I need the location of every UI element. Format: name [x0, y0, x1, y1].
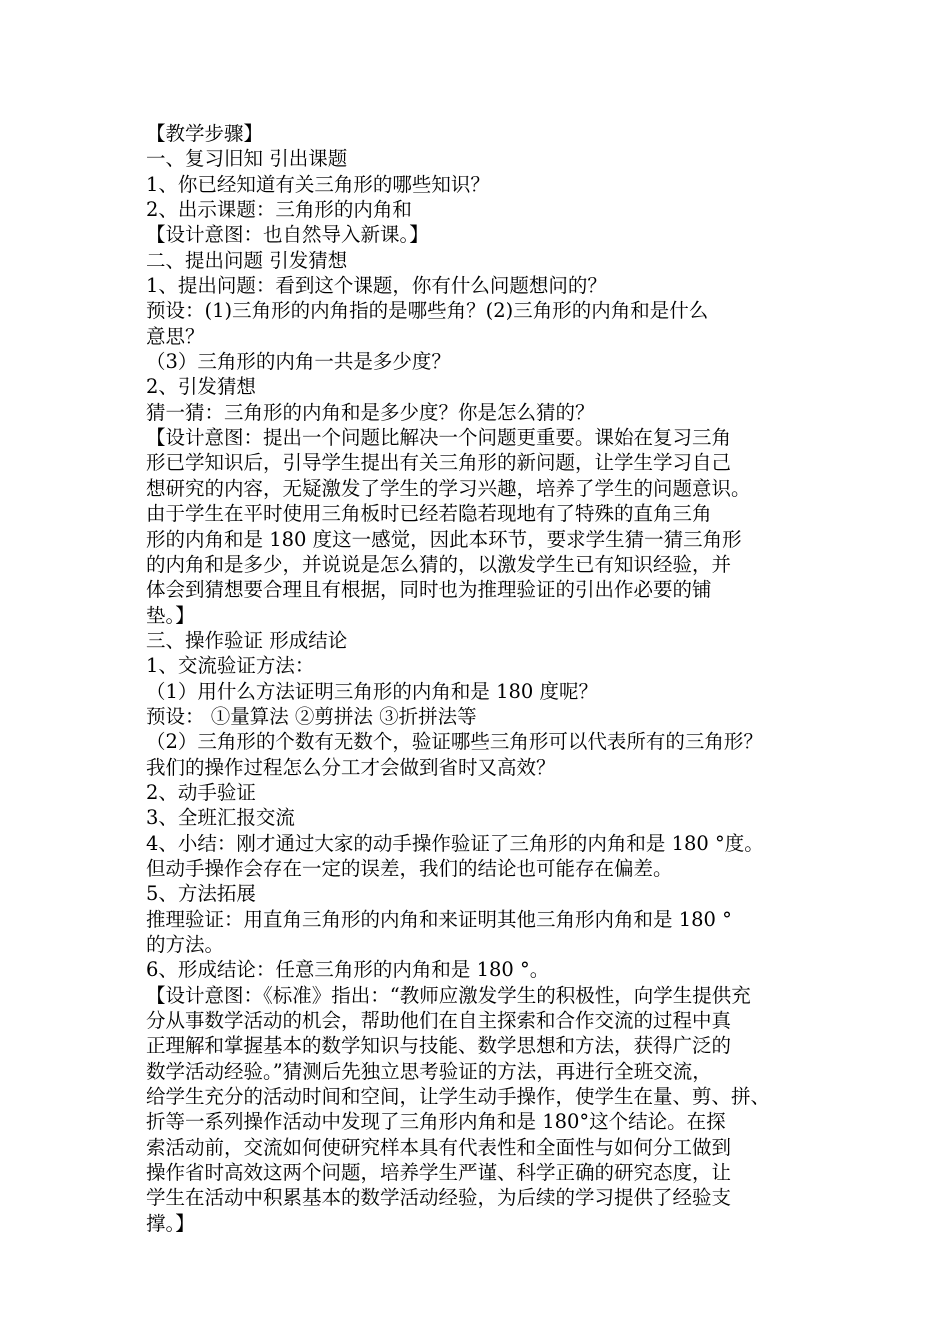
text-line: 推理验证：用直角三角形的内角和来证明其他三角形内角和是 180 °	[146, 907, 732, 931]
design-intent-note: 【设计意图：提出一个问题比解决一个问题更重要。课始在复习三角	[146, 426, 732, 450]
text-line: 1、交流验证方法：	[146, 654, 315, 678]
text-line: 折等一系列操作活动中发现了三角形内角和是 180°这个结论。在探	[146, 1110, 726, 1134]
text-line: （2）三角形的个数有无数个，验证哪些三角形可以代表所有的三角形？	[146, 730, 763, 754]
text-line: 想研究的内容，无疑激发了学生的学习兴趣，培养了学生的问题意识。	[146, 476, 751, 500]
text-line: 分从事数学活动的机会，帮助他们在自主探索和合作交流的过程中真	[146, 1009, 732, 1033]
document-body	[146, 121, 822, 1236]
design-intent-note: 【设计意图：《标准》指出：“教师应激发学生的积极性，向学生提供充	[146, 983, 751, 1007]
text-line: 撑。】	[146, 1211, 195, 1235]
text-line: 体会到猜想要合理且有根据，同时也为推理验证的引出作必要的铺	[146, 578, 712, 602]
text-line: 学生在活动中积累基本的数学活动经验，为后续的学习提供了经验支	[146, 1186, 732, 1210]
text-line: 2、引发猜想	[146, 375, 256, 399]
text-line: （1）用什么方法证明三角形的内角和是 180 度呢？	[146, 679, 599, 703]
text-line: 正理解和掌握基本的数学知识与技能、数学思想和方法，获得广泛的	[146, 1034, 732, 1058]
text-line: 形已学知识后，引导学生提出有关三角形的新问题，让学生学习自己	[146, 451, 732, 475]
text-line: 5、方法拓展	[146, 882, 256, 906]
text-line: 索活动前，交流如何使研究样本具有代表性和全面性与如何分工做到	[146, 1135, 732, 1159]
text-line: 意思？	[146, 324, 205, 348]
text-line: 形的内角和是 180 度这一感觉，因此本环节，要求学生猜一猜三角形	[146, 527, 742, 551]
text-line: 1、提出问题：看到这个课题，你有什么问题想问的？	[146, 274, 607, 298]
text-line: 的方法。	[146, 933, 225, 956]
text-line: （3）三角形的内角一共是多少度？	[146, 350, 451, 374]
text-line: 3、全班汇报交流	[146, 806, 295, 830]
text-line: 操作省时高效这两个问题，培养学生严谨、科学正确的研究态度，让	[146, 1161, 732, 1185]
design-intent-note: 【设计意图：也自然导入新课。】	[146, 223, 429, 247]
text-line: 的内角和是多少，并说说是怎么猜的，以激发学生已有知识经验，并	[146, 552, 732, 576]
section-heading-teaching-steps: 【教学步骤】	[146, 122, 264, 145]
text-line: 但动手操作会存在一定的误差，我们的结论也可能存在偏差。	[146, 856, 673, 880]
text-line: 由于学生在平时使用三角板时已经若隐若现地有了特殊的直角三角	[146, 502, 712, 526]
section-heading-3: 三、操作验证 形成结论	[146, 628, 348, 652]
text-line: 1、你已经知道有关三角形的哪些知识？	[146, 172, 490, 196]
text-line: 6、形成结论：任意三角形的内角和是 180 °。	[146, 958, 550, 982]
text-line: 给学生充分的活动时间和空间，让学生动手操作，使学生在量、剪、拼、	[146, 1085, 771, 1109]
text-line: 垫。】	[146, 603, 195, 627]
text-line: 2、出示课题：三角形的内角和	[146, 198, 412, 222]
section-heading-1: 一、复习旧知 引出课题	[146, 147, 348, 171]
text-line: 数学活动经验。”猜测后先独立思考验证的方法，再进行全班交流，	[146, 1059, 712, 1083]
text-line: 预设： ①量算法 ②剪拼法 ③折拼法等	[146, 704, 477, 728]
text-line: 我们的操作过程怎么分工才会做到省时又高效？	[146, 755, 556, 779]
text-line: 预设：(1)三角形的内角指的是哪些角？(2)三角形的内角和是什么	[146, 299, 709, 323]
text-line: 4、小结：刚才通过大家的动手操作验证了三角形的内角和是 180 °度。	[146, 831, 764, 855]
section-heading-2: 二、提出问题 引发猜想	[146, 248, 348, 272]
text-line: 猜一猜：三角形的内角和是多少度？你是怎么猜的？	[146, 400, 595, 424]
text-line: 2、动手验证	[146, 780, 256, 804]
